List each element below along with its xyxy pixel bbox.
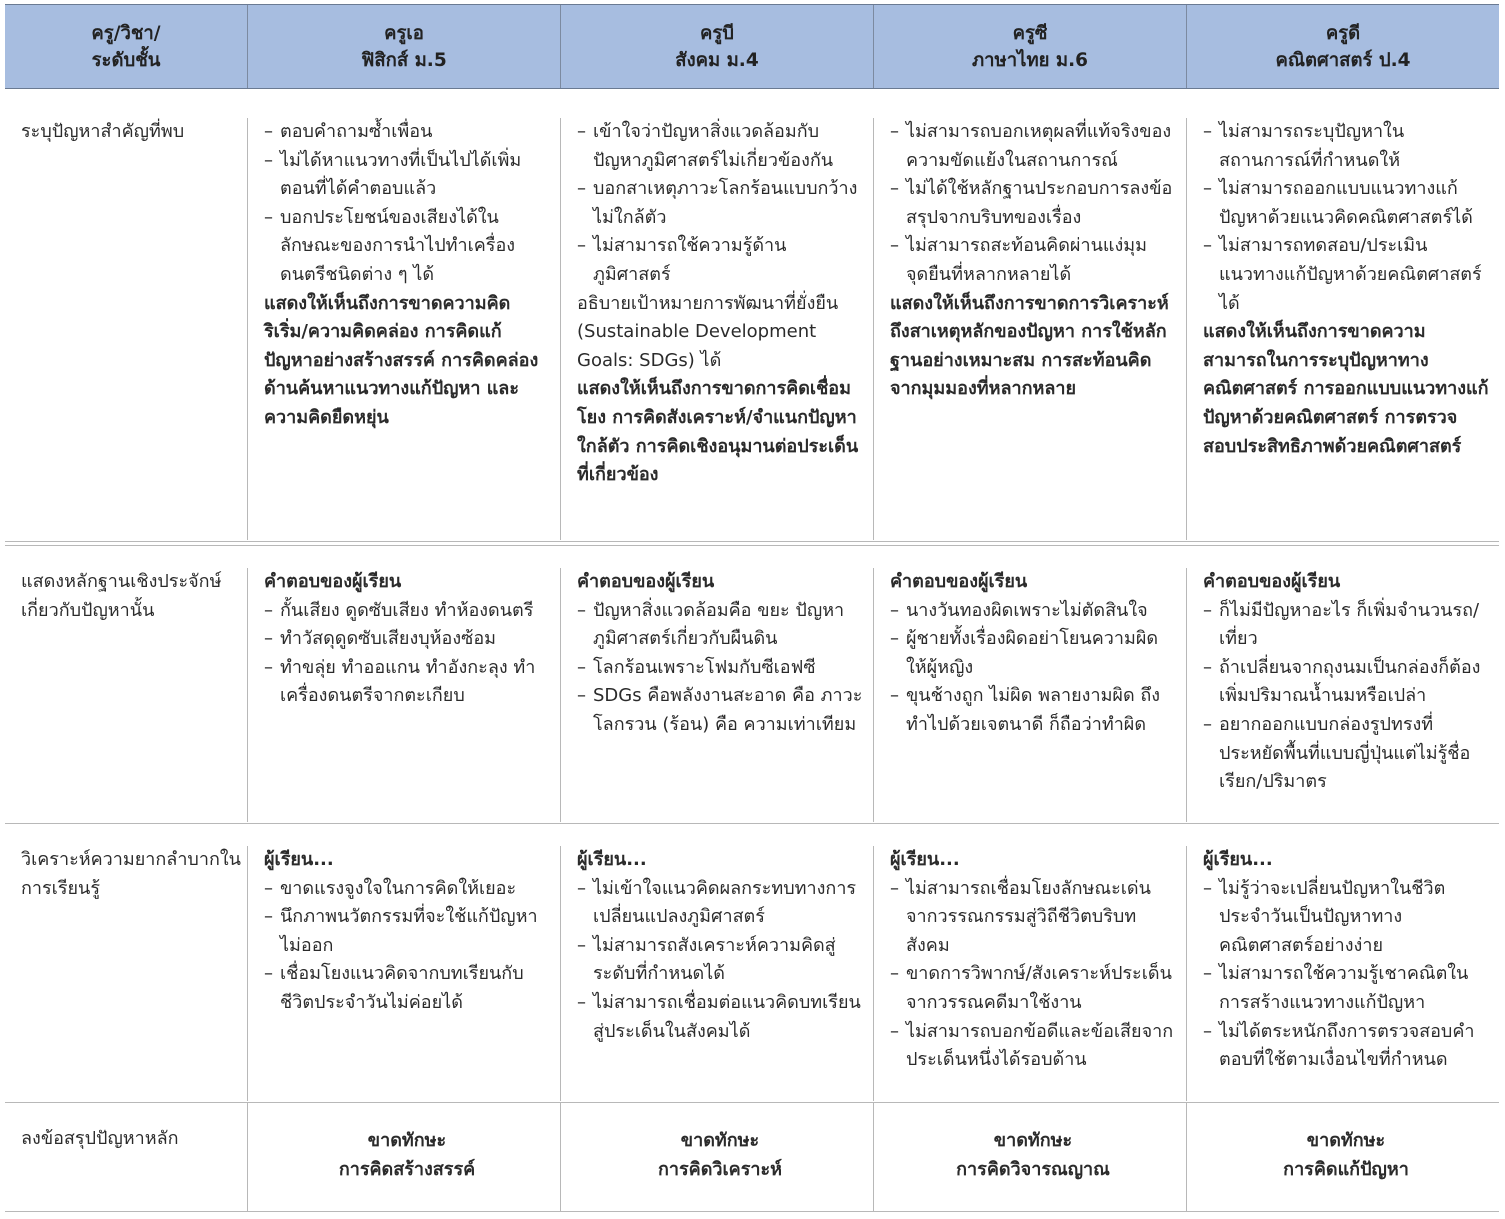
list-item: – กั้นเสียง ดูดซับเสียง ทำห้องดนตรี <box>264 597 550 626</box>
conclusion-teacher-b <box>561 1103 874 1211</box>
list-item: – ไม่สามารถสะท้อนคิดผ่านแง่มุมจุดยืนที่หลากหลายได้ <box>890 232 1176 289</box>
list-item: – ไม่สามารถใช้ความรู้ด้านภูมิศาสตร์ <box>577 232 863 289</box>
list-item: – บอกประโยชน์ของเสียงได้ในลักษณะของการนำไปทำเครื่องดนตรีชนิดต่าง ๆ ได้ <box>264 204 550 290</box>
problem-note: อธิบายเป้าหมายการพัฒนาที่ยั่งยืน (Sustainable Development Goals: SDGs) ได้ <box>577 292 839 371</box>
difficulty-heading: ผู้เรียน... <box>1203 849 1273 870</box>
table-bottom-border <box>5 1211 1499 1212</box>
teacher-name: ครูบี <box>699 22 735 44</box>
list-item: – ขาดแรงจูงใจในการคิดให้เยอะ <box>264 875 550 904</box>
difficulty-heading: ผู้เรียน... <box>264 849 334 870</box>
evidence-list <box>577 597 863 740</box>
list-item: – โลกร้อนเพราะโฟมกับซีเอฟซี <box>577 654 863 683</box>
evidence-teacher-c <box>874 568 1187 822</box>
conclusion-prefix: ขาดทักษะ <box>367 1130 447 1151</box>
list-item: – ทำขลุ่ย ทำออแกน ทำอังกะลุง ทำเครื่องดนตรีจากตะเกียบ <box>264 654 550 711</box>
list-item: – ไม่ได้ตระหนักถึงการตรวจสอบคำตอบที่ใช้ตามเงื่อนไขที่กำหนด <box>1203 1018 1489 1075</box>
difficulty-teacher-d <box>1187 846 1499 1101</box>
list-item: – เชื่อมโยงแนวคิดจากบทเรียนกับชีวิตประจำวันไม่ค่อยได้ <box>264 960 550 1017</box>
list-item: – นึกภาพนวัตกรรมที่จะใช้แก้ปัญหาไม่ออก <box>264 903 550 960</box>
header-label-line: ระดับชั้น <box>91 49 161 71</box>
evidence-heading: คำตอบของผู้เรียน <box>890 571 1028 592</box>
problem-list <box>577 118 863 290</box>
list-item: – ไม่เข้าใจแนวคิดผลกระทบทางการเปลี่ยนแปลงภูมิศาสตร์ <box>577 875 863 932</box>
list-item: – SDGs คือพลังงานสะอาด คือ ภาวะโลกรวน (ร้อน) คือ ความเท่าเทียม <box>577 682 863 739</box>
list-item: – ไม่ได้หาแนวทางที่เป็นไปได้เพิ่มตอนที่ได้คำตอบแล้ว <box>264 147 550 204</box>
problem-list <box>264 118 550 290</box>
list-item: – อยากออกแบบกล่องรูปทรงที่ประหยัดพื้นที่แบบญี่ปุ่นแต่ไม่รู้ชื่อเรียก/ปริมาตร <box>1203 711 1489 797</box>
problem-summary: แสดงให้เห็นถึงการขาดการคิดเชื่อมโยง การคิดสังเคราะห์/จำแนกปัญหาใกล้ตัว การคิดเชิงอนุมานต่อประเด็นที่เกี่ยวข้อง <box>577 378 859 486</box>
difficulty-list <box>1203 875 1489 1075</box>
evidence-teacher-d <box>1187 568 1499 822</box>
evidence-heading: คำตอบของผู้เรียน <box>264 571 402 592</box>
conclusion-teacher-a <box>248 1103 561 1211</box>
list-item: – ไม่สามารถบอกข้อดีและข้อเสียจากประเด็นหนึ่งได้รอบด้าน <box>890 1018 1176 1075</box>
list-item: – ไม่สามารถทดสอบ/ประเมินแนวทางแก้ปัญหาด้วยคณิตศาสตร์ได้ <box>1203 232 1489 318</box>
problems-teacher-b <box>561 118 874 540</box>
list-item: – ผู้ชายทั้งเรื่องผิดอย่าโยนความผิดให้ผู้หญิง <box>890 625 1176 682</box>
conclusion-prefix: ขาดทักษะ <box>680 1130 760 1151</box>
conclusion-teacher-d <box>1187 1103 1499 1211</box>
problem-summary: แสดงให้เห็นถึงการขาดความสามารถในการระบุปัญหาทางคณิตศาสตร์ การออกแบบแนวทางแก้ปัญหาด้วยคณิตศาสตร์ การตรวจสอบประสิทธิภาพด้วยคณิตศาสตร์ <box>1203 321 1489 457</box>
problems-teacher-a <box>248 118 561 540</box>
header-teacher-d <box>1187 5 1499 88</box>
list-item: – ทำวัสดุดูดซับเสียงบุห้องซ้อม <box>264 625 550 654</box>
list-item: – เข้าใจว่าปัญหาสิ่งแวดล้อมกับปัญหาภูมิศาสตร์ไม่เกี่ยวข้องกัน <box>577 118 863 175</box>
problems-teacher-c <box>874 118 1187 540</box>
row-conclusion <box>5 1103 1499 1211</box>
list-item: – ตอบคำถามซ้ำเพื่อน <box>264 118 550 147</box>
problem-summary: แสดงให้เห็นถึงการขาดการวิเคราะห์ถึงสาเหตุหลักของปัญหา การใช้หลักฐานอย่างเหมาะสม การสะท้อนคิดจากมุมมองที่หลากหลาย <box>890 292 1169 400</box>
table-header <box>5 4 1499 89</box>
evidence-list <box>1203 597 1489 797</box>
conclusion-teacher-c <box>874 1103 1187 1211</box>
conclusion-skill: การคิดสร้างสรรค์ <box>338 1158 476 1180</box>
list-item: – ไม่สามารถเชื่อมโยงลักษณะเด่นจากวรรณกรรมสู่วิถีชีวิตบริบทสังคม <box>890 875 1176 961</box>
conclusion-prefix: ขาดทักษะ <box>1306 1130 1386 1151</box>
difficulty-heading: ผู้เรียน... <box>890 849 960 870</box>
list-item: – ไม่สามารถเชื่อมต่อแนวคิดบทเรียนสู่ประเด็นในสังคมได้ <box>577 989 863 1046</box>
list-item: – ไม่สามารถระบุปัญหาในสถานการณ์ที่กำหนดให้ <box>1203 118 1489 175</box>
difficulty-list <box>264 875 550 1018</box>
row-label: แสดงหลักฐานเชิงประจักษ์เกี่ยวกับปัญหานั้น <box>5 568 248 822</box>
problem-list <box>890 118 1176 290</box>
teacher-subject: ภาษาไทย ม.6 <box>971 49 1089 71</box>
header-teacher-a <box>248 5 561 88</box>
row-label: ลงข้อสรุปปัญหาหลัก <box>5 1103 248 1211</box>
header-label-cell <box>5 5 248 88</box>
conclusion-skill: การคิดแก้ปัญหา <box>1283 1158 1409 1180</box>
difficulty-teacher-a <box>248 846 561 1101</box>
list-item: – ถ้าเปลี่ยนจากถุงนมเป็นกล่องก็ต้องเพิ่มปริมาณน้ำนมหรือเปล่า <box>1203 654 1489 711</box>
evidence-teacher-a <box>248 568 561 822</box>
teacher-name: ครูซี <box>1012 22 1048 44</box>
header-label-line: ครู/วิชา/ <box>91 22 161 44</box>
difficulty-teacher-c <box>874 846 1187 1101</box>
problems-teacher-d <box>1187 118 1499 540</box>
teacher-subject: คณิตศาสตร์ ป.4 <box>1275 49 1411 71</box>
teacher-name: ครูดี <box>1325 22 1361 44</box>
difficulty-heading: ผู้เรียน... <box>577 849 647 870</box>
list-item: – ก็ไม่มีปัญหาอะไร ก็เพิ่มจำนวนรถ/เที่ยว <box>1203 597 1489 654</box>
list-item: – ไม่สามารถออกแบบแนวทางแก้ปัญหาด้วยแนวคิดคณิตศาสตร์ได้ <box>1203 175 1489 232</box>
list-item: – ไม่ได้ใช้หลักฐานประกอบการลงข้อสรุปจากบริบทของเรื่อง <box>890 175 1176 232</box>
row-label: วิเคราะห์ความยากลำบากในการเรียนรู้ <box>5 846 248 1101</box>
row-difficulty <box>5 824 1499 1101</box>
list-item: – ไม่รู้ว่าจะเปลี่ยนปัญหาในชีวิตประจำวันเป็นปัญหาทางคณิตศาสตร์อย่างง่าย <box>1203 875 1489 961</box>
header-teacher-c <box>874 5 1187 88</box>
list-item: – นางวันทองผิดเพราะไม่ตัดสินใจ <box>890 597 1176 626</box>
evidence-heading: คำตอบของผู้เรียน <box>1203 571 1341 592</box>
row-label: ระบุปัญหาสำคัญที่พบ <box>5 118 248 540</box>
list-item: – ขาดการวิพากษ์/สังเคราะห์ประเด็นจากวรรณคดีมาใช้งาน <box>890 960 1176 1017</box>
conclusion-skill: การคิดวิเคราะห์ <box>657 1158 782 1180</box>
difficulty-teacher-b <box>561 846 874 1101</box>
teacher-name: ครูเอ <box>384 22 424 44</box>
header-teacher-b <box>561 5 874 88</box>
row-problems <box>5 118 1499 540</box>
evidence-heading: คำตอบของผู้เรียน <box>577 571 715 592</box>
list-item: – บอกสาเหตุภาวะโลกร้อนแบบกว้าง ไม่ใกล้ตัว <box>577 175 863 232</box>
difficulty-list <box>577 875 863 1047</box>
problem-summary: แสดงให้เห็นถึงการขาดความคิดริเริ่ม/ความคิดคล่อง การคิดแก้ปัญหาอย่างสร้างสรรค์ การคิดคล่องด้านค้นหาแนวทางแก้ปัญหา และความคิดยืดหยุ่น <box>264 292 539 428</box>
evidence-list <box>264 597 550 711</box>
difficulty-list <box>890 875 1176 1075</box>
problem-list <box>1203 118 1489 318</box>
evidence-list <box>890 597 1176 740</box>
row-evidence <box>5 546 1499 822</box>
list-item: – ไม่สามารถใช้ความรู้เชาคณิตในการสร้างแนวทางแก้ปัญหา <box>1203 960 1489 1017</box>
list-item: – ไม่สามารถสังเคราะห์ความคิดสู่ระดับที่กำหนดได้ <box>577 932 863 989</box>
list-item: – ไม่สามารถบอกเหตุผลที่แท้จริงของความขัดแย้งในสถานการณ์ <box>890 118 1176 175</box>
conclusion-prefix: ขาดทักษะ <box>993 1130 1073 1151</box>
row-divider <box>5 541 1499 542</box>
list-item: – ขุนช้างถูก ไม่ผิด พลายงามผิด ถึงทำไปด้วยเจตนาดี ก็ถือว่าทำผิด <box>890 682 1176 739</box>
list-item: – ปัญหาสิ่งแวดล้อมคือ ขยะ ปัญหาภูมิศาสตร์เกี่ยวกับผืนดิน <box>577 597 863 654</box>
teacher-subject: ฟิสิกส์ ม.5 <box>361 49 447 71</box>
evidence-teacher-b <box>561 568 874 822</box>
conclusion-skill: การคิดวิจารณญาณ <box>956 1158 1110 1180</box>
teacher-subject: สังคม ม.4 <box>675 49 759 71</box>
